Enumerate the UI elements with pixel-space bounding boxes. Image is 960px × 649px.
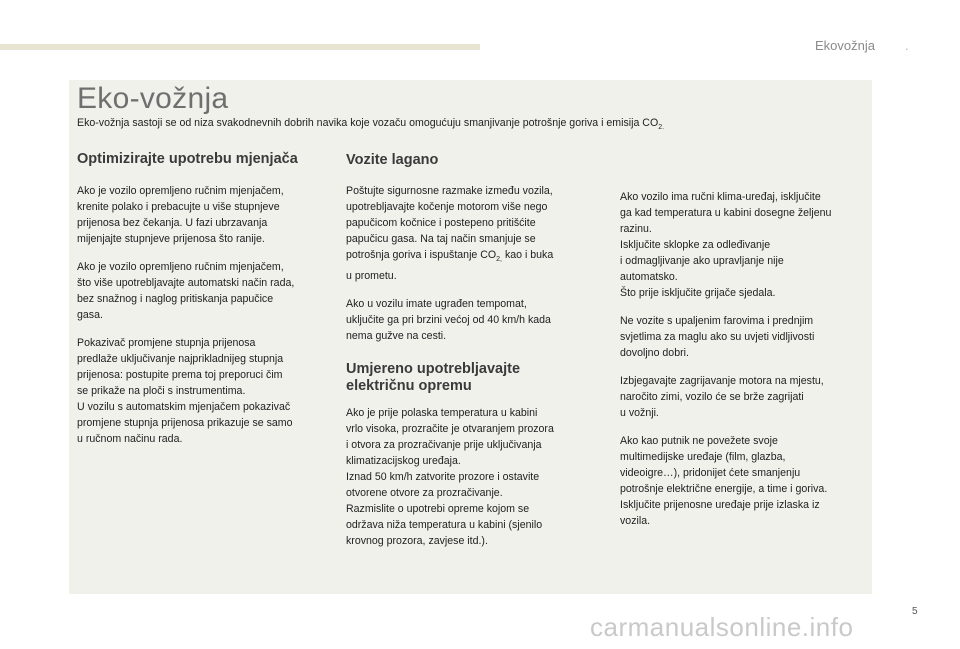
paragraph-headlights: Ne vozite s upaljenim farovima i prednjim svjetlima za maglu ako su uvjeti vidljivosti dovoljno dobri. [620, 315, 815, 359]
heading-gearbox: Optimizirajte upotrebu mjenjača [77, 151, 298, 167]
intro-subscript: 2. [658, 124, 665, 132]
paragraph-automatic-mode: Ako je vozilo opremljeno ručnim mjenjačem, što više upotrebljavajte automatski način rada, bez snažnog i naglog pritiskanja papučice gasa. [77, 261, 295, 321]
co2-subscript: 2, [496, 256, 502, 264]
header-marker: . [905, 38, 909, 53]
paragraph-manual-shifting: Ako je vozilo opremljeno ručnim mjenjačem, krenite polako i prebacujte u više stupnjeve prijenosa bez čekanja. U fazi ubrzavanja mijenjajte stupnjeve prijenosa što ranije. [77, 185, 284, 245]
paragraph-multimedia-devices: Ako kao putnik ne povežete svoje multimedijske uređaje (film, glazba, videoigre…), pridonijet ćete smanjenju potrošnje električne energije, a time i goriva. Isključite prijenosne uređaje prije izlaska iz vozila. [620, 435, 828, 527]
paragraph-safe-distance [346, 183, 601, 284]
paragraph-engine-warmup: Izbjegavajte zagrijavanje motora na mjestu, naročito zimi, vozilo će se brže zagrijati u vožnji. [620, 375, 824, 419]
watermark: carmanualsonline.info [590, 612, 854, 642]
paragraph-safe-distance-end: kao i buka u prometu. [346, 249, 554, 283]
page-number: 5 [912, 606, 918, 617]
paragraph-gear-indicator: Pokazivač promjene stupnja prijenosa predlaže uključivanje najprikladnijeg stupnja prijenosa: postupite prema toj preporuci čim se prikaže na ploči s instrumentima. U vozilu s automatskim mjenjačem pokazivač promjene stupnja prijenosa prikazuje se samo u ručnom načinu rada. [77, 337, 293, 445]
heading-gentle-driving: Vozite lagano [346, 152, 439, 168]
header-accent-bar [0, 44, 480, 50]
page-title: Eko-vožnja [77, 82, 229, 115]
paragraph-air-conditioning: Ako vozilo ima ručni klima-uređaj, isključite ga kad temperatura u kabini dosegne željenu razinu. Isključite sklopke za odleđivanje i odmagljivanje ako upravljanje nije automatsko. Što prije isključite grijače sjedala. [620, 191, 832, 299]
heading-electrical-equipment: Umjereno upotrebljavajte električnu opremu [346, 361, 521, 395]
section-title: Ekovožnja [815, 38, 875, 53]
column-equipment-tips [620, 189, 875, 529]
intro-text [77, 117, 664, 131]
column-gearbox [77, 151, 342, 447]
column-gentle-driving [346, 152, 601, 549]
paragraph-ventilation: Ako je prije polaska temperatura u kabini vrlo visoka, prozračite je otvaranjem prozora i otvora za prozračivanje prije uključivanja klimatizacijskog uređaja. Iznad 50 km/h zatvorite prozore i ostavite otvorene otvore za prozračivanje. Razmislite o upotrebi opreme kojom se održava niža temperatura u kabini (sjenilo krovnog prozora, zavjese itd.). [346, 407, 554, 548]
paragraph-cruise-control: Ako u vozilu imate ugrađen tempomat, uključite ga pri brzini većoj od 40 km/h kada nema gužve na cesti. [346, 298, 551, 343]
intro-sentence: Eko-vožnja sastoji se od niza svakodnevnih dobrih navika koje vozaču omogućuju smanjivanje potrošnje goriva i emisija CO [77, 117, 659, 129]
paragraph-safe-distance-start: Poštujte sigurnosne razmake između vozila, upotrebljavajte kočenje motorom više nego papučicom kočnice i postepeno pritišćite papučicu gasa. Na taj način smanjuje se potrošnja goriva i ispuštanje CO [346, 185, 553, 261]
